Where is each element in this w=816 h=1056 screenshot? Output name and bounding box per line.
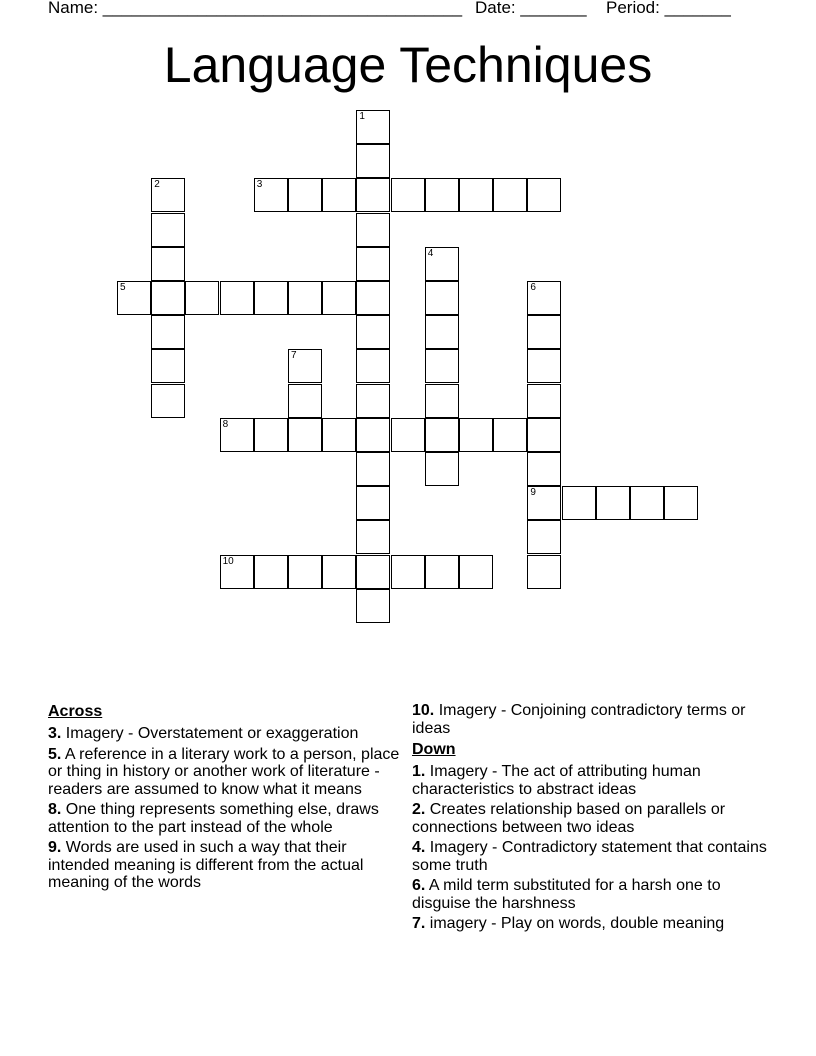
period-field-label: Period: _______ xyxy=(606,0,731,17)
crossword-cell[interactable] xyxy=(596,486,630,520)
crossword-cell[interactable] xyxy=(527,281,561,315)
crossword-cell[interactable] xyxy=(220,281,254,315)
clue-across-9: 9. Words are used in such a way that their intended meaning is different from the actual meaning of the words xyxy=(48,839,364,891)
crossword-cell[interactable] xyxy=(356,418,390,452)
crossword-cell[interactable] xyxy=(425,247,459,281)
clue-across-3: 3. Imagery - Overstatement or exaggeration xyxy=(48,725,359,742)
crossword-cell[interactable] xyxy=(527,555,561,589)
crossword-cell[interactable] xyxy=(630,486,664,520)
crossword-cell[interactable] xyxy=(527,452,561,486)
crossword-cell[interactable] xyxy=(254,555,288,589)
crossword-cell[interactable] xyxy=(220,555,254,589)
crossword-cell[interactable] xyxy=(254,281,288,315)
crossword-cell[interactable] xyxy=(391,178,425,212)
crossword-cell[interactable] xyxy=(425,452,459,486)
crossword-cell[interactable] xyxy=(254,178,288,212)
clue-number: 6 xyxy=(530,282,536,293)
clue-down-2: 2. Creates relationship based on parallels or connections between two ideas xyxy=(412,801,726,836)
crossword-cell[interactable] xyxy=(527,349,561,383)
crossword-cell[interactable] xyxy=(391,555,425,589)
crossword-cell[interactable] xyxy=(288,384,322,418)
crossword-cell[interactable] xyxy=(322,418,356,452)
crossword-cell[interactable] xyxy=(288,178,322,212)
crossword-cell[interactable] xyxy=(562,486,596,520)
crossword-cell[interactable] xyxy=(356,555,390,589)
across-heading: Across xyxy=(48,703,103,720)
crossword-cell[interactable] xyxy=(151,315,185,349)
crossword-cell[interactable] xyxy=(322,281,356,315)
crossword-cell[interactable] xyxy=(527,315,561,349)
clue-number: 9 xyxy=(530,487,536,499)
crossword-cell[interactable] xyxy=(459,418,493,452)
clue-down-7: 7. imagery - Play on words, double meaning xyxy=(412,915,725,932)
crossword-cell[interactable] xyxy=(151,213,185,247)
clue-across-8: 8. One thing represents something else, draws attention to the part instead of the whole xyxy=(48,801,379,836)
crossword-cell[interactable] xyxy=(220,418,254,452)
clue-across-5: 5. A reference in a literary work to a person, place or thing in history or another work of literature - readers are assumed to know what it means xyxy=(48,745,400,798)
crossword-cell[interactable] xyxy=(151,281,185,315)
clue-number: 10 xyxy=(222,555,234,567)
crossword-cell[interactable] xyxy=(356,110,390,144)
crossword-cell[interactable] xyxy=(356,384,390,418)
crossword-cell[interactable] xyxy=(356,520,390,554)
crossword-cell[interactable] xyxy=(288,418,322,452)
crossword-cell[interactable] xyxy=(288,349,322,383)
crossword-cell[interactable] xyxy=(493,178,527,212)
crossword-cell[interactable] xyxy=(425,349,459,383)
clue-down-1: 1. Imagery - The act of attributing human characteristics to abstract ideas xyxy=(412,763,701,798)
crossword-cell[interactable] xyxy=(425,281,459,315)
crossword-cell[interactable] xyxy=(356,178,390,212)
clue-number: 5 xyxy=(120,282,126,293)
crossword-cell[interactable] xyxy=(425,315,459,349)
crossword-cell[interactable] xyxy=(356,144,390,178)
clue-down-4: 4. Imagery - Contradictory statement that contains some truth xyxy=(412,839,767,874)
crossword-cell[interactable] xyxy=(151,247,185,281)
clues-column-left xyxy=(48,702,403,895)
crossword-cell[interactable] xyxy=(322,178,356,212)
crossword-cell[interactable] xyxy=(425,384,459,418)
crossword-cell[interactable] xyxy=(356,452,390,486)
crossword-cell[interactable] xyxy=(425,418,459,452)
crossword-cell[interactable] xyxy=(459,555,493,589)
crossword-cell[interactable] xyxy=(459,178,493,212)
clue-number: 1 xyxy=(359,111,365,122)
crossword-cell[interactable] xyxy=(425,178,459,212)
clue-down-6: 6. A mild term substituted for a harsh one to disguise the harshness xyxy=(412,877,721,912)
clue-number: 2 xyxy=(154,179,160,191)
crossword-cell[interactable] xyxy=(356,589,390,623)
clue-number: 8 xyxy=(222,418,229,430)
clue-number: 3 xyxy=(256,179,263,191)
crossword-cell[interactable] xyxy=(356,213,390,247)
crossword-cell[interactable] xyxy=(527,520,561,554)
crossword-cell[interactable] xyxy=(493,418,527,452)
crossword-cell[interactable] xyxy=(664,486,698,520)
crossword-cell[interactable] xyxy=(527,178,561,212)
crossword-cell[interactable] xyxy=(254,418,288,452)
crossword-cell[interactable] xyxy=(151,384,185,418)
crossword-cell[interactable] xyxy=(425,555,459,589)
clue-number: 7 xyxy=(291,350,297,362)
clue-across-10: 10. Imagery - Conjoining contradictory terms or ideas xyxy=(412,702,746,737)
crossword-cell[interactable] xyxy=(151,349,185,383)
crossword-cell[interactable] xyxy=(288,281,322,315)
crossword-cell[interactable] xyxy=(117,281,151,315)
crossword-cell[interactable] xyxy=(527,384,561,418)
clues-column-right xyxy=(412,702,767,936)
crossword-cell[interactable] xyxy=(185,281,219,315)
crossword-cell[interactable] xyxy=(356,281,390,315)
name-field-label: Name: ______________________________________ xyxy=(48,0,463,17)
crossword-cell[interactable] xyxy=(151,178,185,212)
down-heading: Down xyxy=(412,741,456,758)
crossword-cell[interactable] xyxy=(391,418,425,452)
crossword-cell[interactable] xyxy=(356,486,390,520)
date-field-label: Date: _______ xyxy=(475,0,587,17)
clue-number: 4 xyxy=(427,247,434,259)
crossword-cell[interactable] xyxy=(356,247,390,281)
page-title: Language Techniques xyxy=(163,37,653,93)
crossword-cell[interactable] xyxy=(288,555,322,589)
crossword-cell[interactable] xyxy=(356,315,390,349)
crossword-cell[interactable] xyxy=(527,486,561,520)
crossword-cell[interactable] xyxy=(356,349,390,383)
crossword-cell[interactable] xyxy=(527,418,561,452)
crossword-cell[interactable] xyxy=(322,555,356,589)
